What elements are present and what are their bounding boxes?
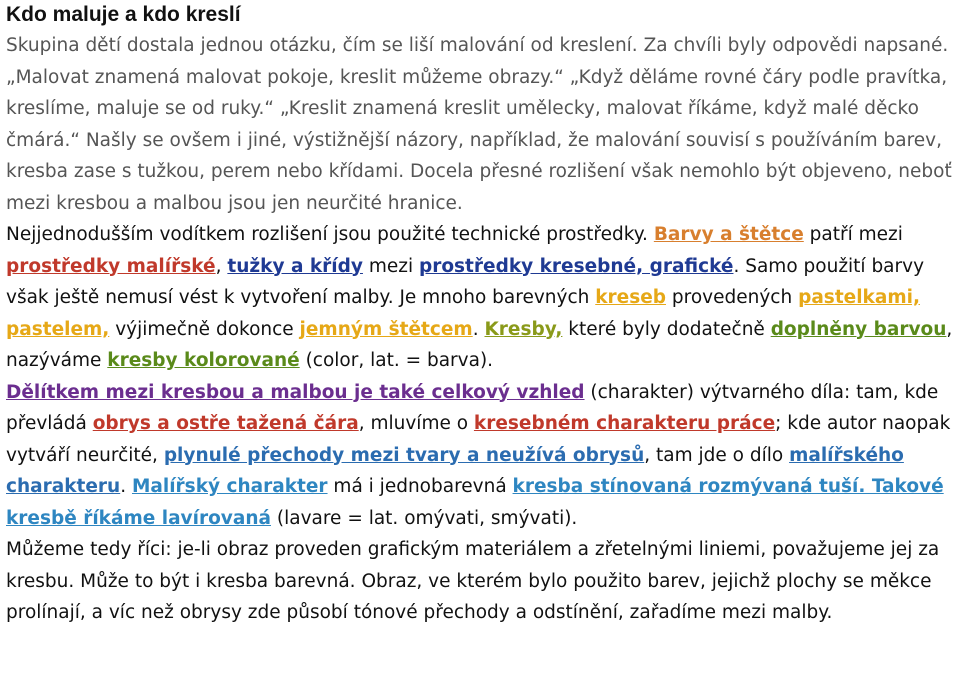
paragraph-conclusion [6,534,960,629]
highlighted-phrase: Dělítkem mezi kresbou a malbou je také celkový vzhled [6,381,585,403]
highlighted-phrase: malířského charakteru [6,444,904,497]
highlighted-phrase: obrys a ostře tažená čára [92,413,359,434]
text-run: Nejjednodušším vodítkem rozlišení jsou použité technické prostředky. [6,224,654,245]
highlighted-phrase: kreseb [595,287,667,308]
text-run: ; kde autor naopak vytváří neurčité, [6,413,951,466]
text-run: (charakter) výtvarného díla: tam, kde převládá [6,381,939,434]
text-run: . [472,318,485,340]
text-run: (lavare = lat. omývati, smývati). [271,507,578,529]
text-run: Můžeme tedy říci: je-li obraz proveden grafickým materiálem a zřetelnými liniemi, považujeme jej za kresbu. Může to být i kresba barevná. Obraz, ve kterém bylo použito barev, jejichž plochy se měkce prolínají, a víc než obrysy zde působí tónové přechody a odstínění, zařadíme mezi malby. [6,539,940,623]
text-run: provedených [666,287,799,308]
highlighted-phrase: Barvy a štětce [653,224,804,245]
text-run: které byly dodatečně [562,318,771,340]
text-run: . Samo použití barvy však ještě nemusí vést k vytvoření malby. Je mnoho barevných [6,255,925,308]
text-run: , tam jde o dílo [644,444,790,466]
document [0,2,960,629]
highlighted-phrase: Malířský charakter [131,476,328,497]
text-run: má i jednobarevná [327,476,513,497]
text-run: (color, lat. = barva). [299,350,494,371]
document-title: Kdo maluje a kdo kreslí [6,3,241,26]
text-run: výjimečně dokonce [109,318,300,340]
text-run: mezi [362,255,419,277]
paragraph-overall-look [6,377,960,535]
highlighted-phrase: kresebném charakteru práce [473,413,776,434]
text-run: Skupina dětí dostala jednou otázku, čím se liší malování od kreslení. Za chvíli byly odpovědi napsané. „Malovat znamená malovat pokoje, kreslit můžeme obrazy.“ „Když děláme rovné čáry podle pravítka, kreslíme, maluje se od ruky.“ „Kreslit znamená kreslit umělecky, malovat říkáme, když malé děcko čmárá.“ Našly se ovšem i jiné, výstižnější názory, například, že malování souvisí s používáním barev, kresba zase s tužkou, perem nebo křídami. Docela přesné rozlišení však nemohlo být objeveno, neboť mezi kresbou a malbou jsou jen neurčité hranice. [6,35,952,214]
highlighted-phrase: doplněny barvou [770,318,947,340]
highlighted-phrase: prostředky kresebné, grafické [418,255,734,277]
paragraph-intro [6,30,960,219]
highlighted-phrase: pastelkami, pastelem, [6,287,920,340]
highlighted-phrase: plynulé přechody mezi tvary a neužívá obrysů [163,444,645,466]
text-run: , nazýváme [6,318,953,371]
text-run: , mluvíme o [358,413,474,434]
highlighted-phrase: jemným štětcem [299,318,473,340]
highlighted-phrase: kresba stínovaná rozmývaná tuší. Takové kresbě říkáme lavírovaná [6,476,944,529]
highlighted-phrase: prostředky malířské [6,255,216,277]
text-run: . [120,476,132,497]
highlighted-phrase: kresby kolorované [107,350,300,371]
paragraph-technical-means [6,219,960,377]
text-run: , [215,255,228,277]
text-run: patří mezi [803,224,903,245]
highlighted-phrase: tužky a křídy [227,255,363,277]
highlighted-phrase: Kresby, [484,318,563,340]
